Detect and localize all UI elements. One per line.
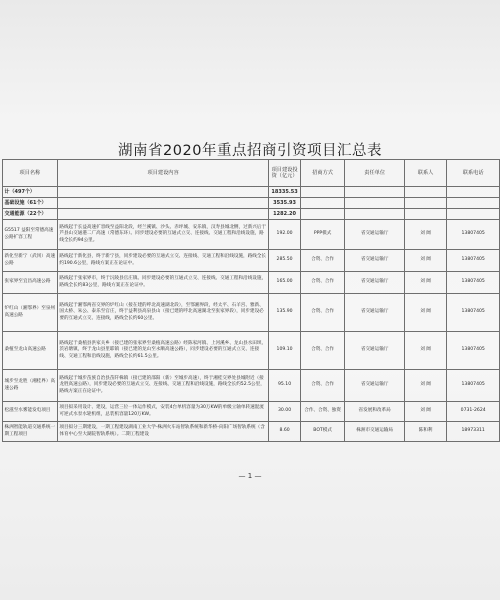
table-row <box>3 294 500 332</box>
project-phone: 13807405 <box>447 294 500 332</box>
project-mode: 合资、合作 <box>300 250 345 272</box>
summary-value: 18335.53 <box>269 187 300 198</box>
table-header-row <box>3 160 500 187</box>
header-content: 项目建设内容 <box>57 160 269 187</box>
header-name: 项目名称 <box>3 160 58 187</box>
table-row <box>3 422 500 442</box>
project-unit: 省交通运输厅 <box>345 294 404 332</box>
project-mode: 合作、合资、独资 <box>300 402 345 422</box>
summary-value: 3535.93 <box>269 198 300 209</box>
project-investment: 285.50 <box>269 250 300 272</box>
project-mode: 合资、合作 <box>300 272 345 294</box>
project-mode: 合资、合作 <box>300 294 345 332</box>
table-row <box>3 250 500 272</box>
project-content: 路线起于城步苗族自治县苗阡株镇（接已建的邵阳（新）至城步高速），终于湘桂交界处县城附近（接龙胜高速公路），同步建设必要的互通式立交、连接线、交通工程和沿线设施，路线全长约52.5公里，路线方案正在论证中。 <box>57 370 269 402</box>
project-content: 项目拟分三期建设，一期工程建设湖南工业大学-株洲火车站智轨系统和新华桥-向阳广场智轨系统（含体育中心至大湖院智轨系统）。二期工程建设 <box>57 422 269 442</box>
project-contact: 刘 阔 <box>404 370 447 402</box>
header-mode: 招商方式 <box>300 160 345 187</box>
document-title: 湖南省2020年重点招商引资项目汇总表 <box>118 143 382 159</box>
project-content: 项目拟采用设计、建设，运营三位一体运作模式，安装4台单机容量为30万KW的单级立轴单转速混流可逆式水泵水轮机组，总装机容量120万KW。 <box>57 402 269 422</box>
summary-label: 计（497个） <box>3 187 58 198</box>
project-unit: 省交通运输厅 <box>345 272 404 294</box>
project-contact: 刘 阔 <box>404 272 447 294</box>
project-name: 城步至龙胜（湘桂界）高速公路 <box>3 370 58 402</box>
project-name: 株洲智能轨道交通系统一期工程项目 <box>3 422 58 442</box>
table-row <box>3 370 500 402</box>
project-investment: 192.00 <box>269 220 300 250</box>
table-row <box>3 332 500 370</box>
project-contact: 陈和利 <box>404 422 447 442</box>
summary-label: 交通能源（22个） <box>3 209 58 220</box>
project-phone: 13807405 <box>447 332 500 370</box>
project-content: 路线起于湘鄂两省交界的炉红山（接在建的呼北高速湖北段），至鄂湘界段，经太平、石羊宫、雅新、国太桥、朱公、泰乐至官庄，终于益利县高泉县山（接已建的呼北高速湖北至张家界段），同步建设必要的互通式立交、连接线，路线全长约60公里。 <box>57 294 269 332</box>
project-phone: 0731-2624 <box>447 402 500 422</box>
project-name: 张家界至宜昌高速公路 <box>3 272 58 294</box>
project-summary-table <box>2 159 500 442</box>
project-phone: 13807405 <box>447 272 500 294</box>
project-contact: 刘 阔 <box>404 402 447 422</box>
summary-value: 1282.20 <box>269 209 300 220</box>
project-investment: 30.00 <box>269 402 300 422</box>
table-row <box>3 272 500 294</box>
project-mode: PPP模式 <box>300 220 345 250</box>
project-unit: 省交通运输厅 <box>345 370 404 402</box>
summary-row-infrastructure <box>3 198 500 209</box>
project-content: 路线起于新化县，终于新宁县，同步建设必要的互通式立交、连接线、交通工程和沿线设施，路线全长约190.6公里，路线方案正在论证中。 <box>57 250 269 272</box>
summary-row-transport-energy <box>3 209 500 220</box>
project-name: 炉红山（湘鄂界）至泉州高速公路 <box>3 294 58 332</box>
project-contact: 刘 阔 <box>404 294 447 332</box>
project-investment: 135.90 <box>269 294 300 332</box>
project-name: G5517 益阳至常德高速公路扩容工程 <box>3 220 58 250</box>
project-phone: 13807405 <box>447 250 500 272</box>
project-unit: 株洲市交通运输局 <box>345 422 404 442</box>
project-mode: 合资、合作 <box>300 332 345 370</box>
project-mode: 合资、合作 <box>300 370 345 402</box>
project-phone: 13807405 <box>447 220 500 250</box>
project-name: 新化至新宁（武冈）高速公路 <box>3 250 58 272</box>
header-contact: 联系人 <box>404 160 447 187</box>
table-row <box>3 220 500 250</box>
project-name: 松滋至水雾能发电项目 <box>3 402 58 422</box>
project-name: 桑植至龙山高速公路 <box>3 332 58 370</box>
project-contact: 刘 阔 <box>404 250 447 272</box>
header-phone: 联系电话 <box>447 160 500 187</box>
page-number: — 1 — <box>238 472 262 480</box>
project-content: 路线起于桑植县洪家关乡（接已建的张家界至桑植高速公路）经陈家河镇、上河溪乡、龙山县水田坝、茨岩塘镇，终于龙山县里耶镇（接已建的龙山至永顺高速公路），同步建设必要的互通式立交、连接线、交通工程和沿线设施，路线全长约61.5公里。 <box>57 332 269 370</box>
project-unit: 省交通运输厅 <box>345 332 404 370</box>
project-investment: 109.10 <box>269 332 300 370</box>
project-investment: 8.60 <box>269 422 300 442</box>
project-contact: 刘 阔 <box>404 332 447 370</box>
table-row <box>3 402 500 422</box>
summary-row-total <box>3 187 500 198</box>
project-phone: 18973311 <box>447 422 500 442</box>
project-mode: BOT模式 <box>300 422 345 442</box>
project-investment: 95.10 <box>269 370 300 402</box>
header-investment: 项目建设投资（亿元） <box>269 160 300 187</box>
summary-label: 基础设施（61个） <box>3 198 58 209</box>
project-investment: 165.00 <box>269 272 300 294</box>
project-phone: 13807405 <box>447 370 500 402</box>
project-unit: 省交通运输厅 <box>345 250 404 272</box>
project-unit: 省发展和改革局 <box>345 402 404 422</box>
project-unit: 省交通运输厅 <box>345 220 404 250</box>
project-content: 路线起于长益高速扩容线至益阳北段，经兰溪镇、沙头、赤坪城、安乐镇，汉寿县城北侧，过新兴后于芦县山交通港二广高速（常德东环）。同步建设必要的互通式立交、连接线、交通工程和沿线设施，路线全长约94公里。 <box>57 220 269 250</box>
header-unit: 责任单位 <box>345 160 404 187</box>
project-contact: 刘 阔 <box>404 220 447 250</box>
project-content: 路线起于张家界市，终于沅陵县官庄镇。同步建设必要的互通式立交、连接线、交通工程和沿线设施，路线全长约83公里，路线方案正在论证中。 <box>57 272 269 294</box>
